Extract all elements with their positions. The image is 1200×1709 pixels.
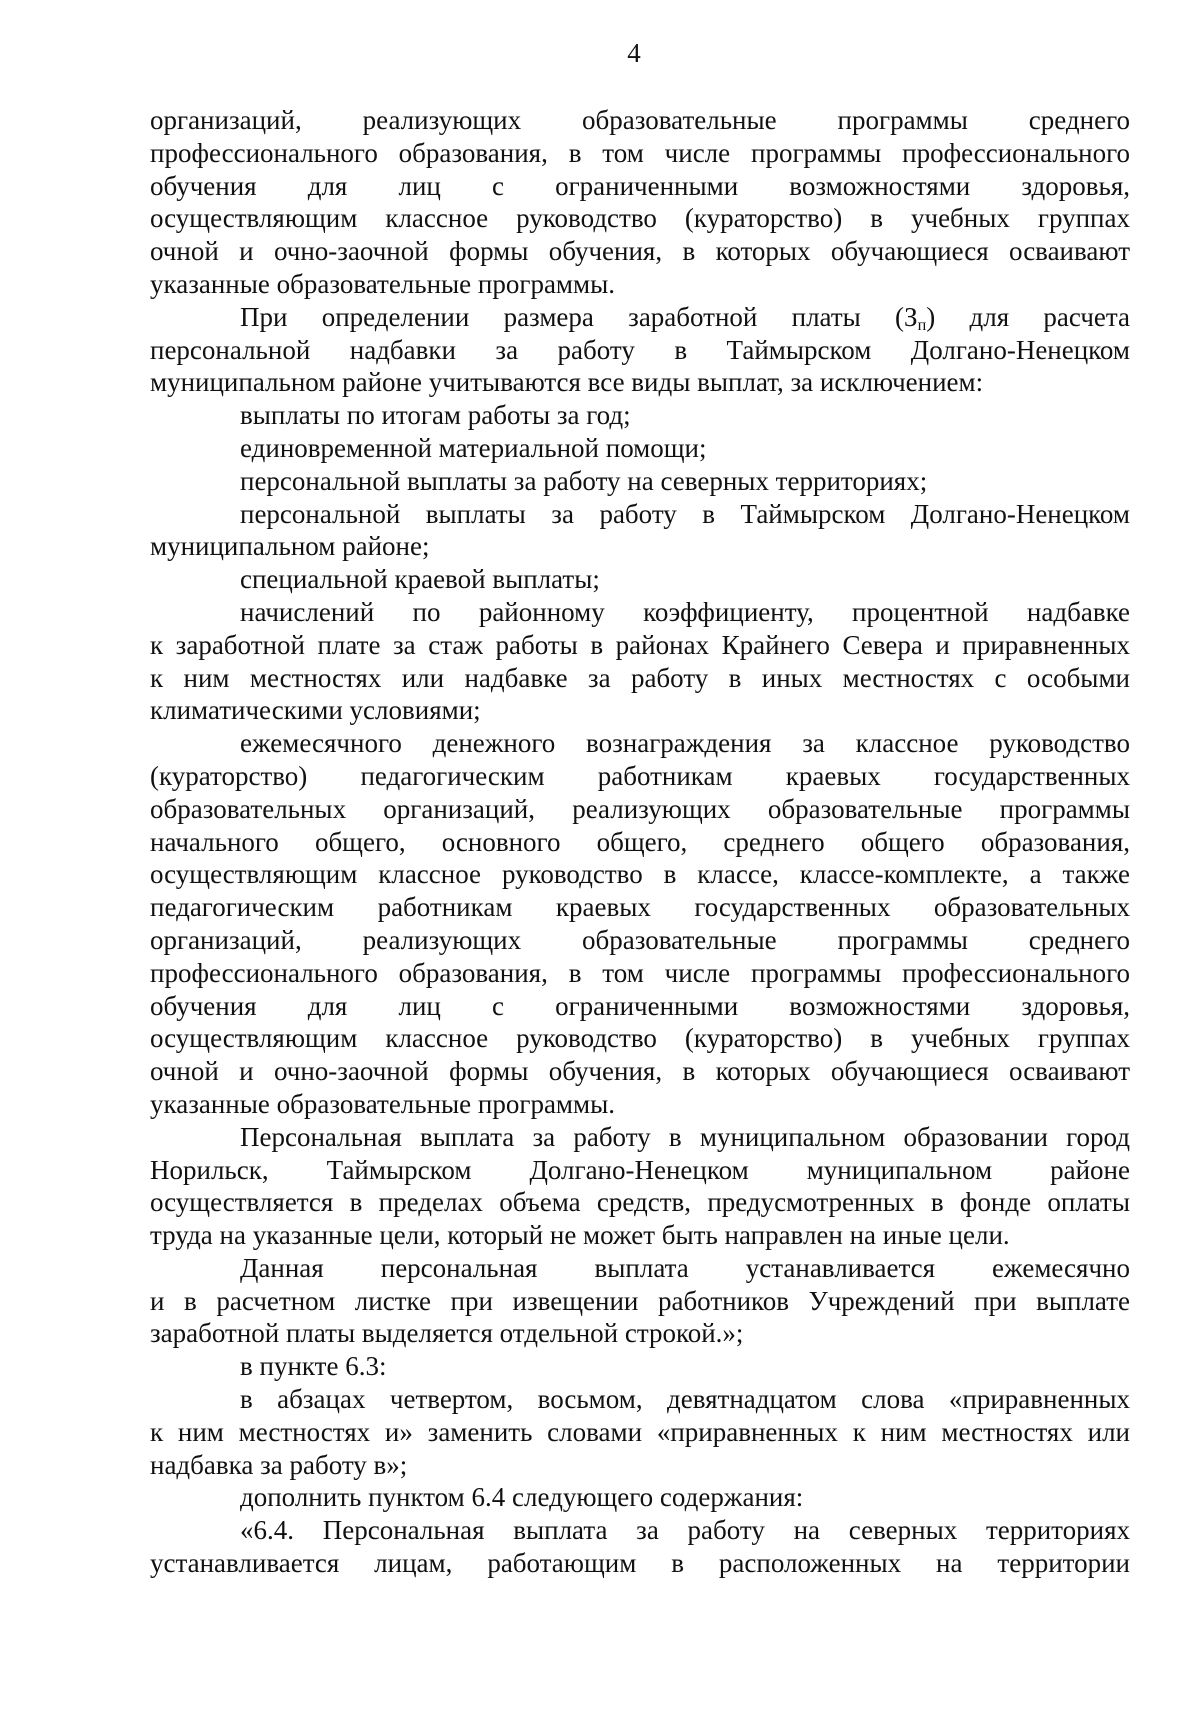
- text-line: организаций, реализующих образовательные программы среднего: [150, 105, 1130, 135]
- text-line: единовременной материальной помощи;: [240, 432, 707, 463]
- text-line: (кураторство) педагогическим работникам краевых государственных: [150, 760, 1130, 791]
- text-line: указанные образовательные программы.: [150, 1088, 615, 1119]
- text-line: муниципальном районе;: [150, 531, 430, 562]
- text-line: осуществляющим классное руководство (кураторство) в учебных группах: [150, 1023, 1130, 1054]
- text-line: в абзацах четвертом, восьмом, девятнадцатом слова «приравненных: [240, 1384, 1130, 1415]
- text-line: Данная персональная выплата устанавливается ежемесячно: [240, 1252, 1130, 1283]
- text-line: «6.4. Персональная выплата за работу на северных территориях: [240, 1515, 1130, 1546]
- text-line: Персональная выплата за работу в муниципальном образовании город: [240, 1121, 1130, 1152]
- text-line: климатическими условиями;: [150, 695, 481, 726]
- text-line: к ним местностях или надбавке за работу в иных местностях с особыми: [150, 662, 1130, 693]
- text-line: дополнить пунктом 6.4 следующего содержания:: [240, 1482, 804, 1513]
- text-line: начислений по районному коэффициенту, процентной надбавке: [240, 596, 1130, 627]
- text-line: очной и очно-заочной формы обучения, в которых обучающиеся осваивают: [150, 1056, 1130, 1087]
- text-line: к ним местностях и» заменить словами «приравненных к ним местностях или: [150, 1416, 1130, 1447]
- text-line: осуществляется в пределах объема средств, предусмотренных в фонде оплаты: [150, 1187, 1130, 1218]
- text-line: и в расчетном листке при извещении работников Учреждений при выплате: [150, 1285, 1130, 1316]
- text-line: обучения для лиц с ограниченными возможностями здоровья,: [150, 990, 1130, 1021]
- text-line: указанные образовательные программы.: [150, 268, 615, 299]
- text-line: устанавливается лицам, работающим в расположенных на территории: [150, 1548, 1130, 1579]
- text-line: муниципальном районе учитываются все виды выплат, за исключением:: [150, 367, 984, 398]
- page-number: 4: [627, 38, 641, 68]
- text-line: ежемесячного денежного вознаграждения за классное руководство: [240, 728, 1130, 759]
- text-line: начального общего, основного общего, среднего общего образования,: [150, 826, 1130, 857]
- text-line: педагогическим работникам краевых государственных образовательных: [150, 892, 1130, 923]
- text-line-salary-formula: [150, 301, 1130, 334]
- text-line: к заработной плате за стаж работы в районах Крайнего Севера и приравненных: [150, 629, 1130, 660]
- text-line: в пункте 6.3:: [240, 1351, 387, 1382]
- text-fragment: ) для расчета: [926, 301, 1131, 332]
- text-line: профессионального образования, в том числе программы профессионального: [150, 957, 1130, 988]
- text-line: персональной надбавки за работу в Таймырском Долгано-Ненецком: [150, 334, 1130, 365]
- text-line: труда на указанные цели, который не может быть направлен на иные цели.: [150, 1220, 1010, 1251]
- text-line: специальной краевой выплаты;: [240, 564, 600, 595]
- text-line: обучения для лиц с ограниченными возможностями здоровья,: [150, 170, 1130, 201]
- text-line: организаций, реализующих образовательные программы среднего: [150, 924, 1130, 955]
- text-line: осуществляющим классное руководство в классе, классе-комплекте, а также: [150, 859, 1130, 890]
- text-line: надбавка за работу в»;: [150, 1449, 408, 1480]
- text-line: персональной выплаты за работу в Таймырском Долгано-Ненецком: [240, 498, 1130, 529]
- text-line: профессионального образования, в том числе программы профессионального: [150, 137, 1130, 168]
- text-line: персональной выплаты за работу на северных территориях;: [240, 465, 928, 496]
- text-line: образовательных организаций, реализующих образовательные программы: [150, 793, 1130, 824]
- text-fragment: При определении размера заработной платы (З: [240, 301, 918, 332]
- text-line: выплаты по итогам работы за год;: [240, 400, 631, 431]
- text-line: осуществляющим классное руководство (кураторство) в учебных группах: [150, 203, 1130, 234]
- salary-subscript: п: [917, 315, 927, 334]
- text-line: очной и очно-заочной формы обучения, в которых обучающиеся осваивают: [150, 236, 1130, 267]
- document-body: [150, 104, 1130, 1580]
- text-line: заработной платы выделяется отдельной строкой.»;: [150, 1318, 744, 1349]
- text-line: Норильск, Таймырском Долгано-Ненецком муниципальном районе: [150, 1154, 1130, 1185]
